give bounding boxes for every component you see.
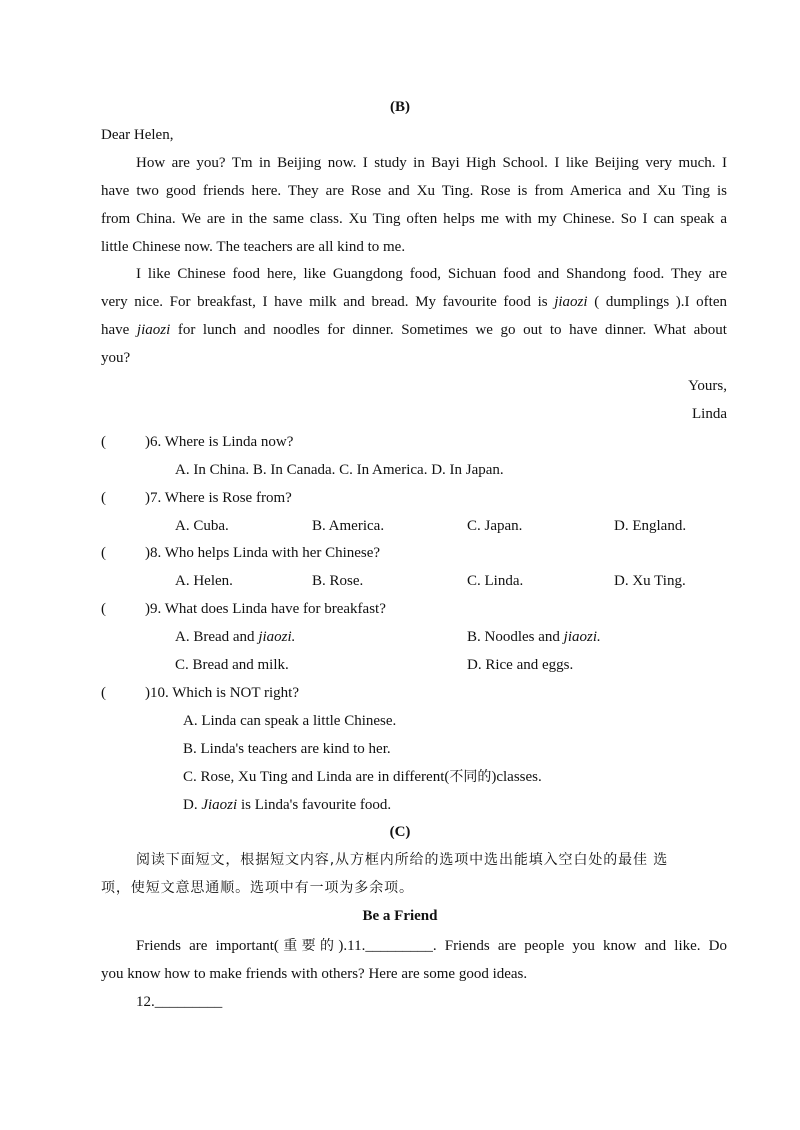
option-d: D. England. xyxy=(614,518,687,534)
answer-blank[interactable]: ( xyxy=(101,434,106,450)
letter-para2-line1: I like Chinese food here, like Guangdong food, Sichuan food and Shandong food. They are xyxy=(136,266,727,282)
letter-para1-line1: How are you? Tm in Beijing now. I study in Bayi High School. I like Beijing very much. I xyxy=(136,155,727,171)
option-b: B. Linda's teachers are kind to her. xyxy=(183,741,391,757)
option-b: B. America. xyxy=(312,518,385,534)
letter-signature: Linda xyxy=(692,406,727,422)
answer-blank[interactable]: ( xyxy=(101,685,106,701)
answer-blank[interactable]: ( xyxy=(101,601,106,617)
letter-salutation: Dear Helen, xyxy=(101,127,174,143)
passage-para1-line1: Friends are important(重要的).11._________. Friends are people you know and like. Do xyxy=(136,938,727,954)
option-c: C. Rose, Xu Ting and Linda are in different(不同的)classes. xyxy=(183,769,542,785)
answer-blank[interactable]: ( xyxy=(101,545,106,561)
question-7: ( )7. Where is Rose from? xyxy=(101,490,292,506)
option-a: A. Bread and jiaozi. xyxy=(175,629,296,645)
section-c-instructions-line2: 项，使短文意思通顺。选项中有一项为多余项。 xyxy=(101,880,414,896)
option-c: C. Bread and milk. xyxy=(175,657,289,673)
letter-para2-line3: have jiaozi for lunch and noodles for dinner. Sometimes we go out to have dinner. What about xyxy=(101,322,727,338)
section-b-heading: (B) xyxy=(390,99,410,115)
section-c-instructions-line1: 阅读下面短文，根据短文内容,从方框内所给的选项中选出能填入空白处的最佳 选 xyxy=(136,852,669,868)
option-c: C. Japan. xyxy=(467,518,523,534)
option-d: D. Rice and eggs. xyxy=(467,657,574,673)
letter-para2-line2: very nice. For breakfast, I have milk and bread. My favourite food is jiaozi ( dumplings ).I often xyxy=(101,294,727,310)
letter-para1-line3: from China. We are in the same class. Xu Ting often helps me with my Chinese. So I can speak a xyxy=(101,211,727,227)
passage-para1-line2: you know how to make friends with others? Here are some good ideas. xyxy=(101,966,528,982)
blank-12[interactable]: 12._________ xyxy=(136,994,223,1010)
italic-word: jiaozi xyxy=(136,322,171,338)
option-d: D. Xu Ting. xyxy=(614,573,686,589)
option-a: A. Linda can speak a little Chinese. xyxy=(183,713,397,729)
passage-title: Be a Friend xyxy=(362,908,438,924)
option-a: A. Cuba. xyxy=(175,518,229,534)
option-d: D. Jiaozi is Linda's favourite food. xyxy=(183,797,392,813)
option-b: B. Rose. xyxy=(312,573,364,589)
question-10: ( )10. Which is NOT right? xyxy=(101,685,300,701)
letter-para1-line4: little Chinese now. The teachers are all kind to me. xyxy=(101,239,406,255)
question-6: ( )6. Where is Linda now? xyxy=(101,434,294,450)
letter-para2-line4: you? xyxy=(101,350,131,366)
option-a: A. Helen. xyxy=(175,573,233,589)
option-c: C. Linda. xyxy=(467,573,524,589)
italic-word: jiaozi xyxy=(554,294,588,310)
option-b: B. Noodles and jiaozi. xyxy=(467,629,601,645)
letter-para1-line2: have two good friends here. They are Rose and Xu Ting. Rose is from America and Xu Ting is xyxy=(101,183,727,199)
answer-blank[interactable]: ( xyxy=(101,490,106,506)
question-9: ( )9. What does Linda have for breakfast? xyxy=(101,601,386,617)
question-8: ( )8. Who helps Linda with her Chinese? xyxy=(101,545,381,561)
section-c-heading: (C) xyxy=(389,824,411,840)
letter-closing: Yours, xyxy=(688,378,727,394)
question-6-options: A. In China. B. In Canada. C. In America. D. In Japan. xyxy=(175,462,504,478)
